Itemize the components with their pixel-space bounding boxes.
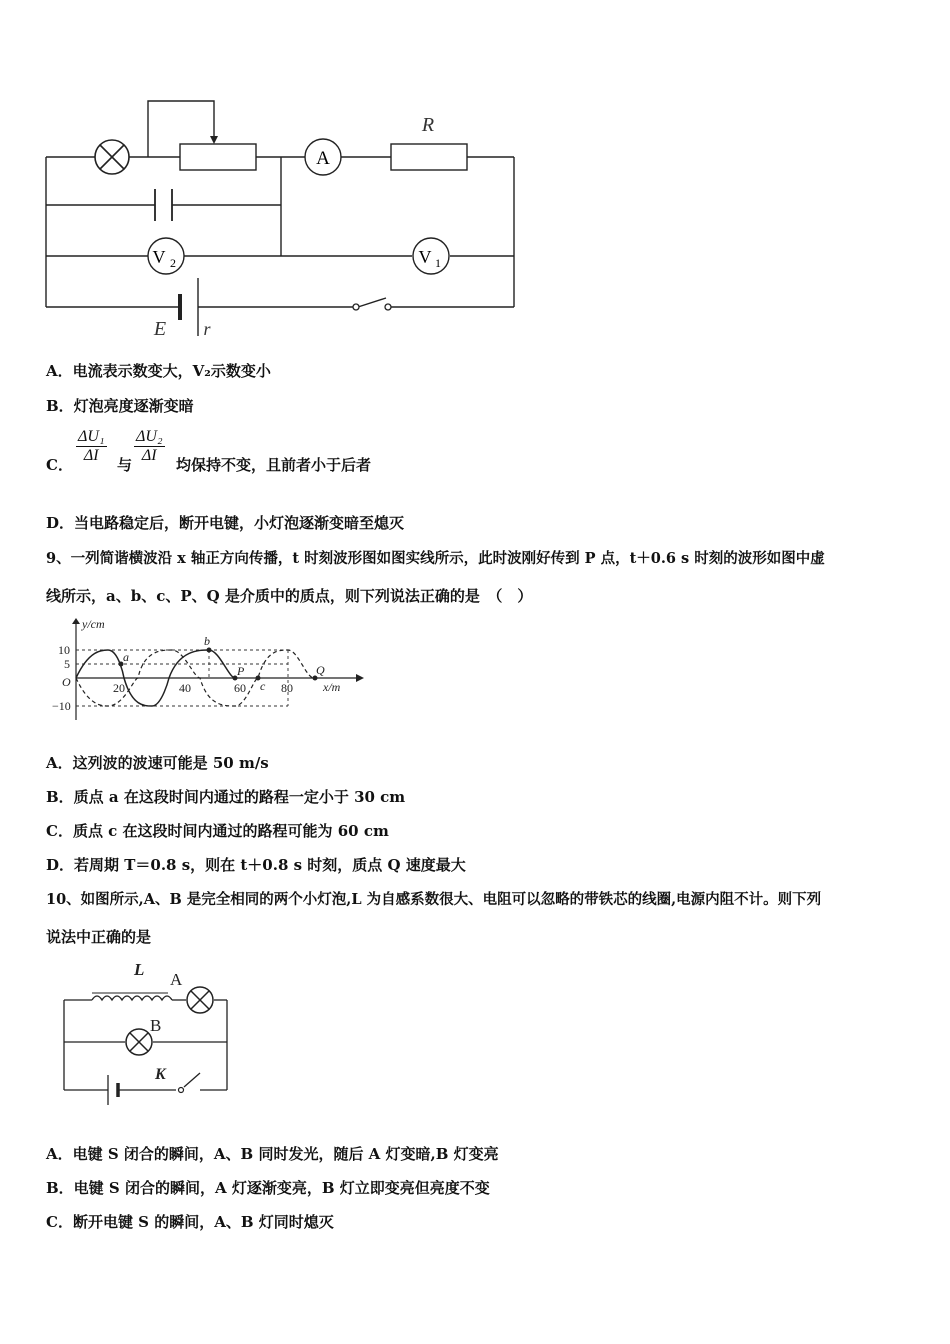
svg-text:−10: −10 (52, 699, 71, 713)
svg-text:40: 40 (179, 681, 191, 695)
label-E: E (153, 318, 167, 340)
svg-text:V: V (418, 247, 432, 267)
q8-option-a: A．电流表示数变大，V₂示数变小 (46, 362, 271, 380)
q9-wave-graph (44, 616, 364, 726)
q9-option-c: C．质点 c 在这段时间内通过的路程可能为 60 cm (46, 822, 389, 840)
q8-option-c-prefix: C． (46, 456, 73, 474)
ammeter-icon (305, 139, 341, 175)
q9-option-d: D．若周期 T＝0.8 s，则在 t＋0.8 s 时刻，质点 Q 速度最大 (46, 856, 466, 874)
svg-text:A: A (316, 148, 330, 169)
svg-text:A: A (170, 970, 183, 989)
svg-text:10: 10 (58, 643, 70, 657)
q8-option-c-mid: 与 (117, 456, 133, 474)
q8-option-b: B．灯泡亮度逐渐变暗 (46, 397, 194, 415)
svg-text:L: L (134, 960, 145, 979)
q10-option-c: C．断开电键 S 的瞬间，A、B 灯同时熄灭 (46, 1213, 334, 1231)
q8-option-d: D．当电路稳定后，断开电键，小灯泡逐渐变暗至熄灭 (46, 514, 405, 532)
q10-stem-line2: 说法中正确的是 (46, 928, 152, 946)
capacitor-icon (155, 189, 172, 221)
svg-text:80: 80 (281, 681, 293, 695)
svg-text:c: c (260, 679, 266, 693)
svg-text:20: 20 (113, 681, 125, 695)
svg-text:O: O (62, 675, 71, 689)
svg-text:2: 2 (170, 256, 176, 270)
lamp-a-icon (187, 987, 213, 1013)
battery-icon (180, 278, 198, 336)
q8-option-c-suffix: 均保持不变，且前者小于后者 (176, 456, 372, 474)
q10-circuit-diagram (50, 955, 250, 1115)
q9-stem-line1: 9、一列简谐横波沿 x 轴正方向传播，t 时刻波形图如图实线所示，此时波刚好传到 P 点，t＋0.6 s 时刻的波形如图中虚 (46, 550, 825, 567)
q8-circuit-diagram (0, 80, 540, 350)
q8-option-c-fraction-1: $\frac{\text{ΔU₁}}{\Delta I}$ (78, 428, 105, 464)
rheostat-slider-arrow-icon (210, 136, 218, 144)
q10-stem-line1: 10、如图所示,A、B 是完全相同的两个小灯泡,L 为自感系数很大、电阻可以忽略的带铁芯的线圈,电源内阻不计。则下列 (46, 891, 822, 908)
lamp-icon (95, 140, 129, 174)
battery-icon (108, 1075, 118, 1105)
svg-text:1: 1 (435, 256, 441, 270)
svg-text:y/cm: y/cm (82, 617, 105, 631)
svg-text:Q: Q (316, 663, 325, 677)
svg-text:5: 5 (64, 657, 70, 671)
svg-text:B: B (150, 1016, 162, 1035)
svg-text:60: 60 (234, 681, 246, 695)
svg-text:P: P (237, 664, 245, 678)
svg-text:V: V (152, 247, 166, 267)
inductor-coil-icon (92, 996, 172, 1000)
label-R: R (421, 114, 435, 136)
label-r: r (203, 319, 211, 339)
svg-text:b: b (204, 634, 210, 648)
svg-text:a: a (123, 650, 129, 664)
q8-option-c-fraction-2: $\frac{\text{ΔU₂}}{\Delta I}$ (136, 428, 163, 464)
lamp-b-icon (126, 1029, 152, 1055)
switch-icon (179, 1088, 184, 1093)
q9-option-b: B．质点 a 在这段时间内通过的路程一定小于 30 cm (46, 788, 406, 806)
svg-text:K: K (155, 1066, 166, 1083)
voltmeter-v2-icon (148, 238, 184, 274)
q9-stem-line2: 线所示，a、b、c、P、Q 是介质中的质点，则下列说法正确的是 （ ） (46, 587, 533, 605)
svg-text:x/m: x/m (323, 680, 341, 694)
x-axis-arrow-icon (356, 674, 364, 682)
q9-option-a: A．这列波的波速可能是 50 m/s (46, 754, 269, 772)
voltmeter-v1-icon (413, 238, 449, 274)
q10-option-a: A．电键 S 闭合的瞬间，A、B 同时发光，随后 A 灯变暗,B 灯变亮 (46, 1145, 499, 1163)
switch-icon (353, 304, 391, 310)
point-b (207, 648, 212, 653)
q10-option-b: B．电键 S 闭合的瞬间，A 灯逐渐变亮，B 灯立即变亮但亮度不变 (46, 1179, 490, 1197)
y-axis-arrow-icon (72, 618, 80, 624)
